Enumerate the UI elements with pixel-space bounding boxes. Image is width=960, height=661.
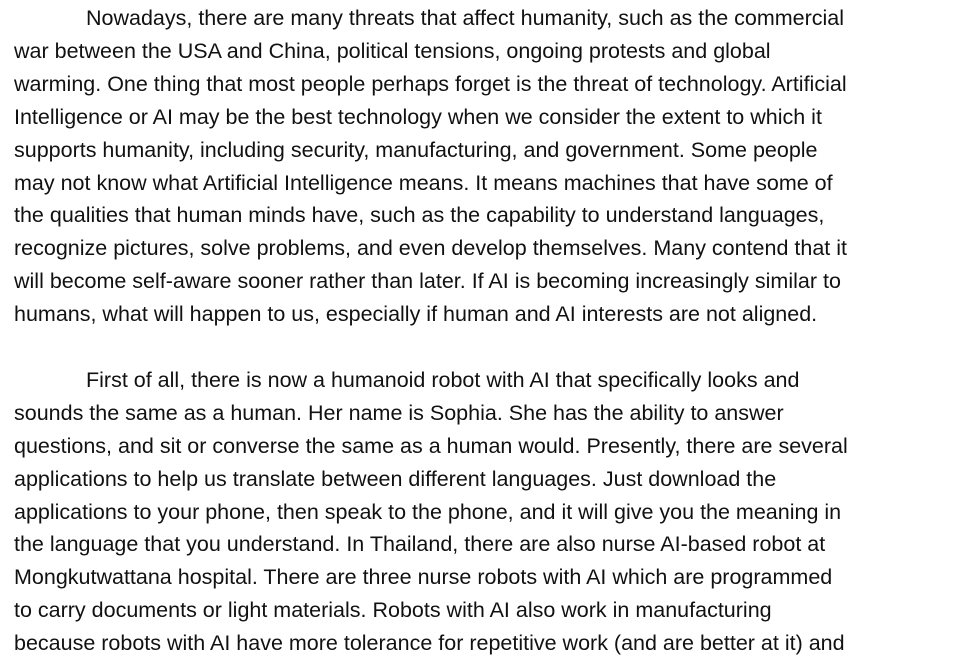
paragraph-body (14, 364, 949, 660)
text-line: First of all, there is now a humanoid robot with AI that specifically looks and (86, 367, 800, 392)
text-line: Mongkutwattana hospital. There are three nurse robots with AI which are programmed (14, 565, 833, 590)
text-line: to carry documents or light materials. Robots with AI also work in manufacturing (14, 598, 772, 623)
text-line: war between the USA and China, political tensions, ongoing protests and global (14, 38, 771, 63)
text-line: applications to help us translate between different languages. Just download the (14, 466, 777, 491)
text-line: the language that you understand. In Thailand, there are also nurse AI-based robot at (14, 532, 826, 557)
text-line: the qualities that human minds have, such as the capability to understand languages, (14, 203, 825, 228)
text-line: because robots with AI have more tolerance for repetitive work (and are better at it) and (14, 631, 845, 656)
text-line: sounds the same as a human. Her name is Sophia. She has the ability to answer (14, 400, 784, 425)
paragraph-spacer (14, 331, 949, 364)
text-line: Nowadays, there are many threats that affect humanity, such as the commercial (86, 6, 845, 30)
text-line: supports humanity, including security, manufacturing, and government. Some people (14, 137, 818, 162)
text-line: humans, what will happen to us, especially if human and AI interests are not aligned. (14, 302, 818, 327)
text-line: Intelligence or AI may be the best technology when we consider the extent to which it (14, 104, 822, 129)
paragraph-introduction (14, 2, 949, 331)
text-line: will become self-aware sooner rather than later. If AI is becoming increasingly similar to (14, 269, 841, 294)
text-line: warming. One thing that most people perhaps forget is the threat of technology. Artificial (14, 71, 847, 96)
document-page (14, 2, 949, 660)
text-line: questions, and sit or converse the same as a human would. Presently, there are several (14, 433, 848, 458)
text-line: may not know what Artificial Intelligence means. It means machines that have some of (14, 170, 833, 195)
text-line: recognize pictures, solve problems, and even develop themselves. Many contend that it (14, 236, 847, 261)
text-line: applications to your phone, then speak to the phone, and it will give you the meaning in (14, 499, 842, 524)
